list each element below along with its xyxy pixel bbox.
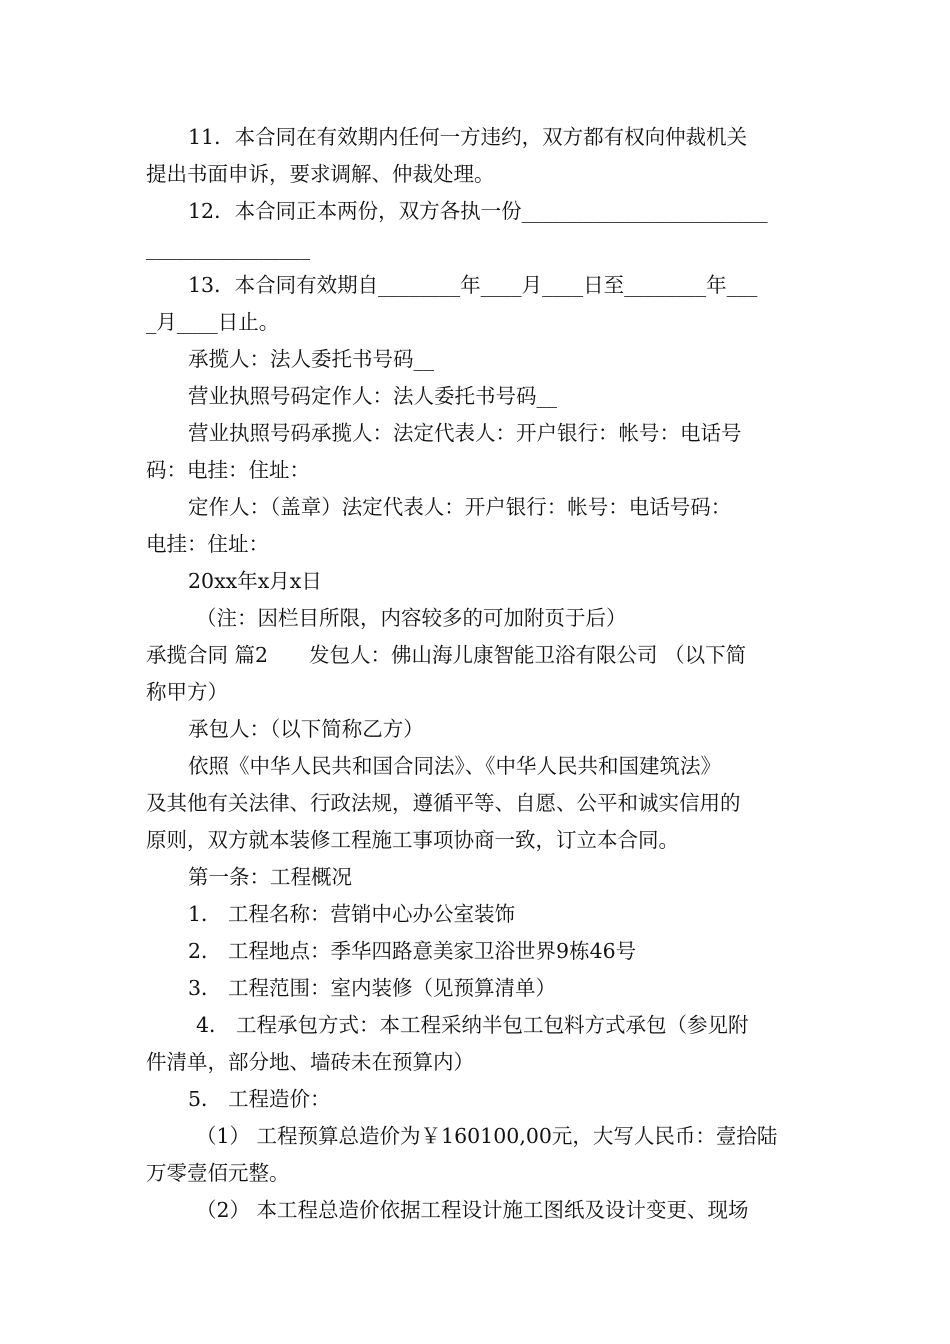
note-line: （注：因栏目所限，内容较多的可加附页于后） [196,606,627,630]
clause-13-line-2: _月____日止。 [146,310,280,334]
section-2-line-1: 承揽合同 篇2 发包人：佛山海儿康智能卫浴有限公司 （以下简 [146,643,747,667]
contractor-line: 承揽人：法人委托书号码__ [188,347,434,371]
basis-line-1: 依照《中华人民共和国合同法》、《中华人民共和国建筑法》 [188,754,721,778]
clause-12-line-1: 12．本合同正本两份，双方各执一份________________________ [188,199,768,223]
item-3-line: 3． 工程范围：室内装修（见预算清单） [188,976,557,1000]
article-1-heading: 第一条：工程概况 [188,865,352,889]
orderer-line-1: 定作人：（盖章）法定代表人：开户银行：帐号：电话号码： [188,495,732,519]
item-2-line: 2． 工程地点：季华四路意美家卫浴世界9栋46号 [188,939,637,963]
basis-line-3: 原则，双方就本装修工程施工事项协商一致，订立本合同。 [146,828,679,852]
basis-line-2: 及其他有关法律、行政法规，遵循平等、自愿、公平和诚实信用的 [146,791,741,815]
item-5-1-line-2: 万零壹佰元整。 [146,1161,290,1185]
item-4-line-1: 4． 工程承包方式：本工程采纳半包工包料方式承包（参见附 [196,1013,749,1037]
license-orderer-line: 营业执照号码定作人：法人委托书号码__ [188,384,557,408]
item-1-line: 1． 工程名称：营销中心办公室装饰 [188,902,516,926]
license-contractor-line-2: 码：电挂：住址： [146,458,310,482]
clause-11-line-2: 提出书面申诉，要求调解、仲裁处理。 [146,162,495,186]
section-2-line-2: 称甲方） [146,680,228,704]
date-line: 20xx年x月x日 [188,569,322,593]
item-4-line-2: 件清单，部分地、墙砖未在预算内） [146,1050,474,1074]
orderer-line-2: 电挂：住址： [146,532,269,556]
clause-12-line-2: ________________ [146,236,310,260]
clause-11-line-1: 11．本合同在有效期内任何一方违约，双方都有权向仲裁机关 [188,125,748,149]
party-b-line: 承包人：（以下简称乙方） [188,717,424,741]
item-5-1-line-1: （1） 工程预算总造价为￥160100,00元，大写人民币：壹拾陆 [196,1124,778,1148]
clause-13-line-1: 13．本合同有效期自________年____月____日至________年___ [188,273,758,297]
item-5-2-line-1: （2） 本工程总造价依据工程设计施工图纸及设计变更、现场 [196,1198,749,1222]
license-contractor-line-1: 营业执照号码承揽人：法定代表人：开户银行：帐号：电话号 [188,421,742,445]
item-5-line: 5． 工程造价： [188,1087,331,1111]
